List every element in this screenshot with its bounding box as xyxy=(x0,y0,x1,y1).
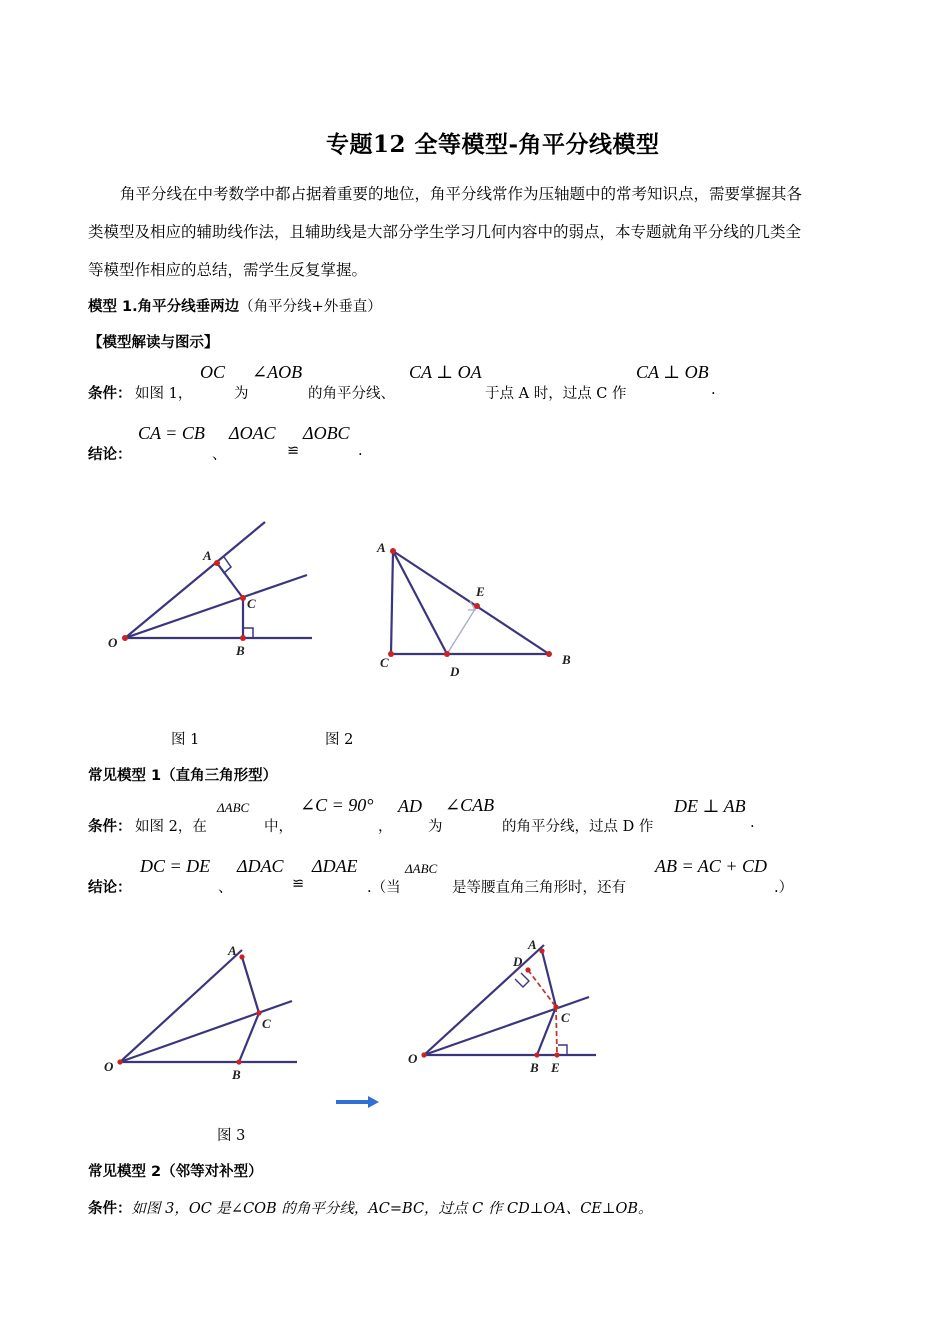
fig1-label-o: O xyxy=(108,635,118,650)
fig3-right-label-c: C xyxy=(561,1010,570,1025)
fig3-right-label-o: O xyxy=(408,1051,418,1066)
fig2-point-d xyxy=(444,651,450,657)
fig3-right-label-d: D xyxy=(513,954,523,969)
model1-cond-text-2: 为 xyxy=(234,386,249,402)
fig3-right-ray-oa xyxy=(424,945,544,1055)
fig3-left xyxy=(120,950,297,1062)
fig3-right-point-d xyxy=(525,967,530,972)
common1-cond-text-5: 的角平分线，过点 D 作 xyxy=(502,819,654,835)
fig3-right-point-e xyxy=(554,1052,559,1057)
fig2-side-ac xyxy=(391,551,393,654)
model1-cond-text-1: 如图 1， xyxy=(135,386,193,402)
model1-cond-text-4: 于点 A 时，过点 C 作 xyxy=(485,386,627,402)
fig1-point-c xyxy=(240,595,246,601)
fig3-left-ray-oa xyxy=(120,950,242,1062)
fig3-caption: 图 3 xyxy=(217,1128,246,1144)
common1-math-tri2: ΔDAE xyxy=(312,856,358,876)
common2-cond-label: 条件： xyxy=(88,1201,132,1217)
fig1-point-a xyxy=(214,560,220,566)
fig1-point-b xyxy=(240,635,246,641)
fig3-right-ray-oc xyxy=(424,997,589,1055)
common1-concl-label: 结论： xyxy=(88,880,132,896)
fig1-ray-oc xyxy=(125,575,307,638)
model1-math-angle: ∠AOB xyxy=(252,362,303,382)
figure-2 xyxy=(391,551,549,654)
model1-cond-text-3: 的角平分线、 xyxy=(308,386,395,402)
intro-line-3: 等模型作相应的总结，需学生反复掌握。 xyxy=(88,261,368,279)
common1-cond-text-2: 中， xyxy=(264,819,293,835)
common1-math-angle-cab: ∠CAB xyxy=(445,795,495,815)
fig3-arrow-head xyxy=(368,1096,379,1108)
fig1-label-b: B xyxy=(236,643,245,658)
intro-line-1: 角平分线在中考数学中都占据着重要的地位，角平分线常作为压轴题中的常考知识点，需要掌握其各 xyxy=(120,185,803,203)
fig3-right-points xyxy=(421,948,559,1057)
model1-math-perp1: CA ⊥ OA xyxy=(409,362,482,382)
fig1-label-a: A xyxy=(203,548,212,563)
fig3-right-point-a xyxy=(539,948,544,953)
fig3-left-ray-oc xyxy=(120,1001,292,1062)
fig1-point-o xyxy=(122,635,128,641)
fig2-point-a xyxy=(390,548,396,554)
common1-cond-text-3: ， xyxy=(378,819,393,835)
fig3-arrow xyxy=(336,1096,379,1108)
figure-3 xyxy=(0,930,950,1120)
page-title: 专题12 全等模型-角平分线模型 xyxy=(326,131,660,158)
fig3-left-point-c xyxy=(256,1010,261,1015)
fig3-right-point-c xyxy=(553,1004,558,1009)
fig3-left-label-a: A xyxy=(228,943,237,958)
model1-math-tri1: ΔOAC xyxy=(229,423,276,443)
fig3-left-seg-cb xyxy=(239,1013,259,1062)
fig3-right-point-o xyxy=(421,1052,426,1057)
fig1-label-c: C xyxy=(247,596,256,611)
fig3-right-point-b xyxy=(534,1052,539,1057)
fig2-label-b: B xyxy=(562,652,571,667)
figures-1-2 xyxy=(0,500,950,700)
common1-cond-label: 条件： xyxy=(88,819,132,835)
fig3-right-label-b: B xyxy=(530,1060,539,1075)
common1-concl-text-3: .（当 xyxy=(367,880,401,896)
model1-heading: 模型 1.角平分线垂两边 xyxy=(88,299,240,315)
model1-math-eq: CA = CB xyxy=(138,423,205,443)
fig3-left-label-b: B xyxy=(232,1067,241,1082)
common1-concl-text-5: .） xyxy=(774,880,794,896)
fig3-left-seg-ac xyxy=(242,957,259,1013)
fig2-point-e xyxy=(474,603,480,609)
model1-concl-text-3: . xyxy=(358,443,363,459)
fig1-points xyxy=(122,560,246,641)
fig3-left-point-b xyxy=(236,1059,241,1064)
fig2-label-a: A xyxy=(377,540,386,555)
common1-concl-text-1: 、 xyxy=(218,880,233,896)
fig3-left-label-o: O xyxy=(104,1059,114,1074)
fig3-left-point-a xyxy=(239,954,244,959)
common1-cond-text-1: 如图 2，在 xyxy=(135,819,207,835)
model1-math-oc: OC xyxy=(200,362,226,382)
fig1-caption: 图 1 xyxy=(171,732,200,748)
model1-cond-text-5: . xyxy=(711,382,716,398)
common1-heading: 常见模型 1（直角三角形型） xyxy=(88,768,278,784)
model1-math-tri2: ΔOBC xyxy=(303,423,350,443)
common1-math-sum: AB = AC + CD xyxy=(655,856,767,876)
fig3-right-angle-e xyxy=(558,1045,567,1055)
model1-cond-label: 条件： xyxy=(88,386,132,402)
common1-concl-text-4: 是等腰直角三角形时，还有 xyxy=(452,880,626,896)
fig3-left-points xyxy=(117,954,261,1064)
common1-math-ad: AD xyxy=(398,796,422,816)
common2-cond-row xyxy=(88,1197,653,1218)
common1-cond-text-6: . xyxy=(750,815,755,831)
fig2-label-c: C xyxy=(380,655,389,670)
intro-line-2: 类模型及相应的辅助线作法，且辅助线是大部分学生学习几何内容中的弱点，本专题就角平分线的几类全 xyxy=(88,223,802,241)
common2-heading: 常见模型 2（邻等对补型） xyxy=(88,1164,263,1180)
model1-heading-note: （角平分线+外垂直） xyxy=(239,299,382,315)
fig2-label-e: E xyxy=(476,584,485,599)
model1-subheading: 【模型解读与图示】 xyxy=(88,335,219,351)
fig2-caption: 图 2 xyxy=(325,732,354,748)
fig2-seg-de xyxy=(447,606,477,654)
common1-math-tri3: ΔABC xyxy=(405,861,438,876)
fig3-right-label-e: E xyxy=(551,1060,560,1075)
fig3-right-label-a: A xyxy=(528,937,537,952)
common1-math-angle-c: ∠C = 90° xyxy=(300,795,374,815)
common1-math-perp: DE ⊥ AB xyxy=(674,796,746,816)
fig3-right-angle-d xyxy=(515,973,529,987)
fig3-dash-ce xyxy=(556,1007,557,1055)
figure-1 xyxy=(125,522,312,638)
fig3-left-label-c: C xyxy=(262,1016,271,1031)
model1-heading-row xyxy=(88,295,382,316)
fig2-point-c xyxy=(388,651,394,657)
common2-cond-text: 如图 3，OC 是∠COB 的角平分线，AC=BC，过点 C 作 CD⊥OA、CE⊥OB。 xyxy=(131,1201,653,1217)
common1-math-eq: DC = DE xyxy=(140,856,211,876)
model1-concl-text-2: ≌ xyxy=(287,443,300,459)
model1-math-perp2: CA ⊥ OB xyxy=(636,362,709,382)
fig3-right xyxy=(424,945,596,1055)
fig2-label-d: D xyxy=(450,664,460,679)
common1-concl-text-2: ≌ xyxy=(292,876,305,892)
fig3-left-point-o xyxy=(117,1059,122,1064)
common1-cond-text-4: 为 xyxy=(428,819,443,835)
fig2-point-b xyxy=(546,651,552,657)
model1-concl-text-1: 、 xyxy=(212,447,227,463)
common1-math-tri: ΔABC xyxy=(217,800,250,815)
model1-concl-label: 结论： xyxy=(88,447,132,463)
common1-math-tri1: ΔDAC xyxy=(237,856,284,876)
fig2-bisector-ad xyxy=(393,551,447,654)
